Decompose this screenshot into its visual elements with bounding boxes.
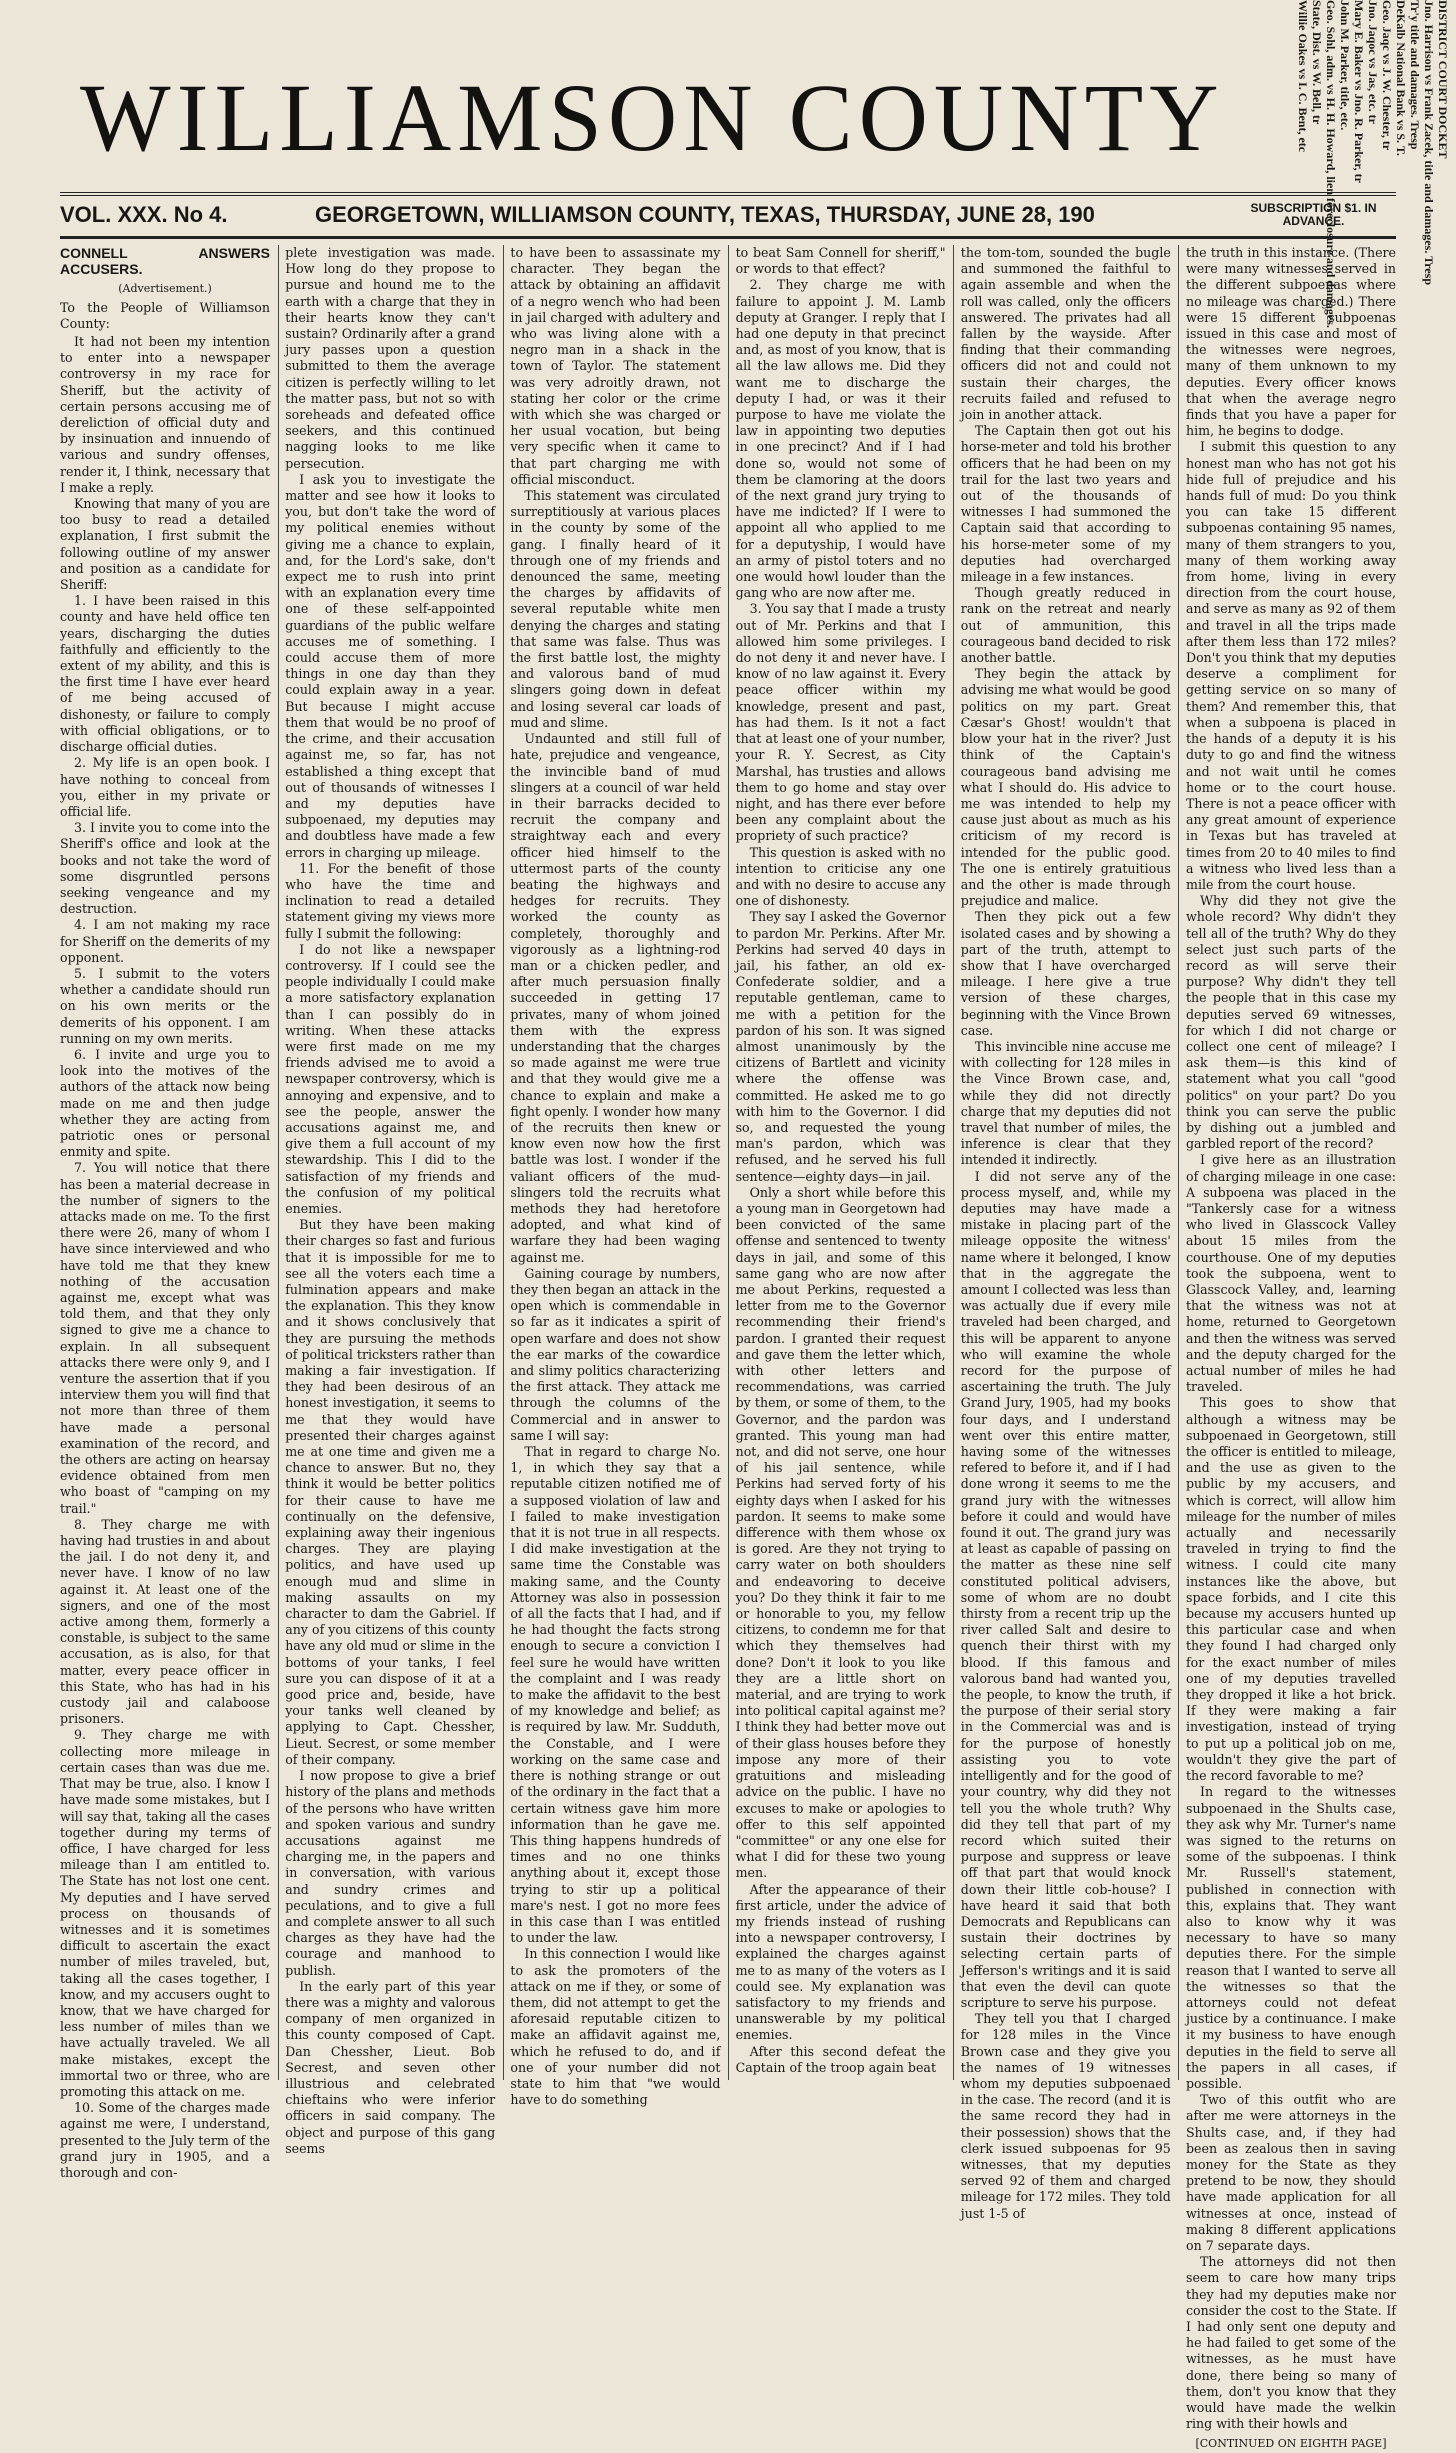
paragraph: the truth in this instance. (There were many witnesses served in the different subpoenas where no mileage was charged.) There were 15 different subpoenas issued in this case and most of the witnesses were negroes, many of them unknown to my deputies. Every officer knows that when the average negro finds that you have a paper for him, he begins to dodge. — [1186, 245, 1396, 439]
paragraph: After the appearance of their first article, under the advice of my friends instead of rushing into a newspaper controversy, I explained the charges against me to as many of the voters as I could see. My explanation was satisfactory to my friends and unanswerable by my political enemies. — [735, 1881, 946, 2043]
docket-line: State, Dist. vs W. Bell, tr — [1310, 0, 1324, 125]
masthead-rule-bottom — [60, 236, 1396, 239]
paragraph: 6. I invite and urge you to look into the motives of the authors of the attack now being made on me and then judge whether they are acting from patriotic ones or personal enmity and spite. — [60, 1046, 270, 1160]
column-1 — [60, 245, 270, 2180]
advertisement-note: (Advertisement.) — [118, 282, 212, 296]
paragraph: The Captain then got out his horse-meter and told his brother officers that he had been on my trail for the last two years and out of the thousands of witnesses I had summoned the Captain said that according to his horse-meter some of my deputies had overcharged mileage in a few instances. — [960, 423, 1171, 585]
volume-number: VOL. XXX. No 4. — [60, 202, 228, 227]
docket-line: Tr'y title and damages. Tresp — [1408, 0, 1422, 150]
docket-line: John M. Parker, title, etc. — [1338, 0, 1352, 131]
subscription-price: SUBSCRIPTION $1. IN ADVANCE. — [1250, 201, 1377, 228]
docket-line: Mary E. Baker vs Jno. R. Parker, tr — [1352, 0, 1366, 183]
paragraph: 8. They charge me with having had trusties in and about the jail. I do not deny it, and never have. I know of no law against it. At least one of the signers, and one of the most active among them, formerly a constable, is subject to the same accusation, as is also, for that matter, every peace officer in this State, who has had in his custody jail and calaboose prisoners. — [60, 1516, 270, 1727]
paragraph: This question is asked with no intention to criticise any one and with no desire to accuse any one of dishonesty. — [735, 844, 946, 909]
paragraph: 2. They charge me with failure to appoint J. M. Lamb deputy at Granger. I reply that I had one deputy in that precinct and, as most of you know, that is all the law allows me. Did they want me to discharge the deputy I had, or was it their purpose to have me violate the law in appointing two deputies in one precinct? And if I had done so, would not some of them be clamoring at the doors of the next grand jury trying to have me indicted? If I were to appoint all who applied to me for a deputyship, I would have an army of pistol toters and no one would howl louder than the gang who are now after me. — [735, 277, 946, 601]
paragraph: They tell you that I charged for 128 miles in the Vince Brown case and they give you the names of 19 witnesses whom my deputies subpoenaed in the case. The record (and it is the same record they had in their possession) shows that the clerk issued subpoenas for 95 witnesses, that my deputies served 92 of them and charged mileage for 172 miles. They told just 1-5 of — [960, 2011, 1171, 2221]
paragraph: The attorneys did not then seem to care how many trips they had my deputies make nor consider the cost to the State. If I had only sent one deputy and he had failed to get some of the witnesses, as he must have done, there being so many of them, don't you know that they would have made the welkin ring with their howls and — [1186, 2254, 1396, 2432]
paragraph: Two of this outfit who are after me were attorneys in the Shults case, and, if they had been as zealous then in saving money for the State as they pretend to be now, they should have made application for all witnesses at once, instead of making 8 different applications on 7 separate days. — [1186, 2092, 1396, 2253]
paragraph: 3. You say that I made a trusty out of Mr. Perkins and that I allowed him some privileges. I do not deny it and never have. I know of no law against it. Every peace officer within my knowledge, present and past, has had them. Is it not a fact that at least one of your number, your R. Y. Secrest, as City Marshal, has trusties and allows them to go home and stay over night, and has there ever before been any complaint about the propriety of such practice? — [735, 601, 946, 844]
paragraph: Undaunted and still full of hate, prejudice and vengeance, the invincible band of mud slingers at a council of war held in their barracks decided to recruit the company and straightway each and every officer hied himself to the uttermost parts of the county beating the highways and hedges for recruits. They worked the county as completely, thoroughly and vigorously as a lightning-rod man or a chicken pedler, and after much persuasion finally succeeded in getting 17 privates, many of whom joined them with the express understanding that the charges so made against me were true and that they would give me a chance to explain and make a fight openly. I wonder how many of the recruits then knew or know even now how the first battle was lost. I wonder if the valiant officers of the mud-slingers told the recruits what methods they had heretofore adopted, and what kind of warfare they had been waging against me. — [510, 731, 721, 1265]
paragraph: plete investigation was made. How long do they propose to pursue and hound me to the earth with a charge that they in their hearts know they can't sustain? Ordinarily after a grand jury passes upon a question submitted to them the average citizen is perfectly willing to let the matter pass, but not so with soreheads and defeated office seekers, and this continued nagging looks to me like persecution. — [285, 245, 496, 471]
paragraph: I now propose to give a brief history of the plans and methods of the persons who have written and spoken various and sundry accusations against me charging me, in the papers and in conversation, with various and sundry crimes and peculations, and to give a full and complete answer to all such charges as they have had the courage and manhood to publish. — [285, 1768, 496, 1978]
paragraph: I ask you to investigate the matter and see how it looks to you, but don't take the word of my political enemies without giving me a chance to explain, and, for the Lord's sake, don't expect me to rush into print with an explanation every time one of these self-appointed guardians of the public welfare accuses me of something. I could accuse them of more things in one day than they could explain away in a year. But because I might accuse them that would be no proof of the crime, and their accusation against me, so far, has not established a thing except that out of thousands of witnesses I and my deputies have subpoenaed, my deputies may and doubtless have made a few errors in charging up mileage. — [285, 471, 496, 860]
paragraph: This invincible nine accuse me with collecting for 128 miles in the Vince Brown case, and, while they did not directly charge that my deputies did not travel that number of miles, the inference is clear that they intended it indirectly. — [960, 1038, 1171, 1168]
paragraph: 1. I have been raised in this county and have held office ten years, discharging the duties faithfully and efficiently to the extent of my ability, and this is the first time I have ever heard of me being accused of dishonesty, or failure to comply with official obligations, or to discharge official duties. — [60, 593, 270, 755]
paragraph: Only a short while before this a young man in Georgetown had been convicted of the same offense and sentenced to twenty days in jail, and some of this same gang who are now after me about Perkins, requested a letter from me to the Governor recommending their friend's pardon. I granted their request and gave them the letter which, with other letters and recommendations, was carried by them, or some of them, to the Governor, and the pardon was granted. This young man had not, and did not serve, one hour of his jail sentence, while Perkins had served forty of his eighty days when I asked for his pardon. It seems to make some difference with them whose ox is gored. Are they not trying to carry water on both shoulders and endeavoring to deceive you? Do they think it fair to me or honorable to you, my fellow citizens, to condemn me for that which they themselves had done? Don't it look to you like they are a little short on material, and are trying to work into political capital against me? I think they had better move out of their glass houses before they impose any more of their gratuitions and misleading advice on the public. I have no excuses to make or apologies to offer to this self appointed "committee" or any one else for what I did for these two young men. — [735, 1184, 946, 1881]
paragraph: I do not like a newspaper controversy. If I could see the people individually I could make a more satisfactory explanation than I can possibly do in writing. When these attacks were first made on me my friends advised me to avoid a newspaper controversy, which is annoying and expensive, and to see the people, answer the accusations against me, and give them a full account of my stewardship. This I did to the satisfaction of my friends and the confusion of my political enemies. — [285, 941, 496, 1216]
paragraph: to have been to assassinate my character. They began the attack by obtaining an affidavit of a negro wench who had been in jail charged with adultery and who was living alone with a negro man in a shack in the town of Taylor. The statement was very adroitly drawn, not stating her color or the crime with which she was charged or her usual vocation, but being very specific when it came to that part charging me with official misconduct. — [510, 245, 721, 487]
paragraph: I submit this question to any honest man who has not got his hide full of prejudice and his hands full of mud: Do you think you can take 15 different subpoenas containing 95 names, many of them strangers to you, many of them working away from home, living in every direction from the court house, and serve as many as 92 of them and travel in all the trips made after them less than 172 miles? Don't you think that my deputies deserve a compliment for getting service on so many of them? And remember this, that when a subpoena is placed in the hands of a deputy it is his duty to go and find the witness and not wait until he comes home or to the court house. There is not a peace officer with any great amount of experience in Texas but has traveled at times from 20 to 40 miles to find a witness who lived less than a mile from the court house. — [1186, 439, 1396, 892]
column-4 — [736, 245, 946, 2080]
masthead-rule-top — [60, 192, 1396, 196]
docket-line: DISTRICT COURT DOCKET — [1436, 0, 1450, 159]
paragraph: They begin the attack by advising me what would be good politics on my part. Great Cæsar's Ghost! wouldn't that blow your hat in the river? Just think of the Captain's courageous band advising me what I should do. His advice to me was intended to help my cause just about as much as his criticism of my record is intended for the public good. The one is entirely gratuitious and the other is made through prejudice and malice. — [960, 666, 1171, 909]
dateline — [60, 200, 1396, 232]
column-rule — [278, 245, 279, 2080]
article-columns — [60, 245, 1396, 2451]
paragraph: 7. You will notice that there has been a material decrease in the number of signers to the attacks made on me. To the first there were 26, many of whom I have since interviewed and who have told me that they knew nothing of the accusation against me, except what was told them, and that they only signed to give me a chance to explain. In all subsequent attacks there were only 9, and I venture the assertion that if you interview them you will find that not more than three of them have made a personal examination of the record, and the others are acting on hearsay evidence obtained from men who boast of "camping on my trail." — [60, 1160, 270, 1516]
column-6 — [1186, 245, 1396, 2451]
column-rule — [953, 245, 954, 2080]
continued-note: [CONTINUED ON EIGHTH PAGE] — [1195, 2437, 1387, 2451]
paragraph: 9. They charge me with collecting more mileage in certain cases than was due me. That may be true, also. I know I have made some mistakes, but I will say that, taking all the cases together during my terms of office, I have charged for less mileage than I am entitled to. The State has not lost one cent. My deputies and I have served process on thousands of witnesses and it is sometimes difficult to ascertain the exact number of miles traveled, but, taking all the cases together, I know, and my accusers ought to know, that we have charged for less number of miles than we have actually traveled. We all make mistakes, except the immortal two or three, who are promoting this attack on me. — [60, 1727, 270, 2099]
newspaper-title: WILLIAMSON COUNTY — [80, 64, 1225, 171]
paragraph: After this second defeat the Captain of the troop again beat — [735, 2043, 946, 2075]
docket-line: DeKalb National Bank vs S. T. — [1394, 0, 1408, 156]
paragraph: 3. I invite you to come into the Sheriff's office and look at the books and not take the word of some disgruntled persons seeking vengeance and my destruction. — [60, 820, 270, 917]
paragraph: It had not been my intention to enter into a newspaper controversy in my race for Sheriff, but the activity of certain persons accusing me of dereliction of official duty and by insinuation and innuendo of various and sundry offenses, render it, I think, necessary that I make a reply. — [60, 334, 270, 495]
place-and-date: GEORGETOWN, WILLIAMSON COUNTY, TEXAS, THURSDAY, JUNE 28, 190 — [315, 202, 1095, 227]
paragraph: This statement was circulated surreptitiously at various places in the county by some of the gang. I finally heard of it through one of my friends and denounced the same, meeting the charges by affidavits of several reputable white men denying the charges and stating that same was false. Thus was the first battle lost, the mighty and valorous band of mud slingers going down in defeat and losing several car loads of mud and slime. — [510, 488, 721, 730]
column-rule — [1178, 245, 1179, 2080]
paragraph: Why did they not give the whole record? Why didn't they tell all of the truth? Why do they select just such parts of the record as will serve their purpose? Why didn't they tell the people that in this case my deputies served 69 witnesses, for which I did not charge or collect one cent of mileage? I ask them—is this kind of statement what you call "good politics" on your part? Do you think you can serve the public by dishing out a jumbled and garbled report of the record? — [1186, 893, 1396, 1152]
paragraph: Gaining courage by numbers, they then began an attack in the open which is commendable in so far as it indicates a spirit of open warfare and does not show the ear marks of the cowardice and slimy politics characterizing the first attack. They attack me through the columns of the Commercial and in answer to same I will say: — [510, 1265, 721, 1443]
paragraph: 2. My life is an open book. I have nothing to conceal from you, either in my private or official life. — [60, 755, 270, 819]
paragraph: the tom-tom, sounded the bugle and summoned the faithful to again assemble and when the roll was called, only the officers answered. The privates had all fallen by the wayside. After finding that their commanding officers did not and could not sustain their charges, the recruits failed and refused to join in another attack. — [960, 245, 1171, 423]
paragraph: 10. Some of the charges made against me were, I understand, presented to the July term of the grand jury in 1905, and a thorough and con- — [60, 2100, 270, 2180]
paragraph: 5. I submit to the voters whether a candidate should run on his own merits or the demerits of his opponent. I am running on my own merits. — [60, 965, 270, 1046]
paragraph: In this connection I would like to ask the promoters of the attack on me if they, or some of them, did not attempt to get the aforesaid reputable citizen to make an affidavit against me, which he refused to do, and if one of your number did not state to him that "we would have to do something — [510, 1946, 721, 2108]
docket-line: Geo. Jaqc vs J. W. Chester, tr — [1380, 0, 1394, 151]
column-5 — [960, 245, 1171, 2221]
docket-line: Willie Oakes vs I. C. Bent, etc — [1296, 0, 1310, 153]
column-rule — [728, 245, 729, 2080]
column-rule — [503, 245, 504, 2080]
paragraph: 11. For the benefit of those who have the time and inclination to read a detailed statement giving my views more fully I submit the following: — [285, 860, 496, 941]
salutation: To the People of Williamson County: — [60, 299, 270, 331]
paragraph: 4. I am not making my race for Sheriff on the demerits of my opponent. — [60, 917, 270, 965]
column-3 — [510, 245, 721, 2108]
paragraph: This goes to show that although a witness may be subpoenaed in Georgetown, still the officer is entitled to mileage, and the use as given to the public by my accusers, and which is correct, will allow him mileage for the number of miles actually and necessarily traveled in trying to find the witness. I could cite many instances like the above, but space forbids, and I cite this because my accusers hunted up this particular case and when they found I had charged only for the exact number of miles one of my deputies travelled they dropped it like a hot brick. If they were making a fair investigation, instead of trying to put up a political job on me, wouldn't they give the part of the record favorable to me? — [1186, 1395, 1396, 1784]
paragraph: In regard to the witnesses subpoenaed in the Shults case, they ask why Mr. Turner's name was signed to the returns on some of the subpoenas. I think Mr. Russell's statement, published in connection with this, explains that. They want also to know why it was necessary to have so many deputies there. For the simple reason that I wanted to serve all the witnesses so that the attorneys could not defeat justice by a continuance. I make it my business to have enough deputies in the field to serve all the papers in all cases, if possible. — [1186, 1784, 1396, 2091]
paragraph: I give here as an illustration of charging mileage in one case: A subpoena was placed in the "Tankersly case for a witness who lived in Glasscock Valley about 15 miles from the courthouse. One of my deputies took the subpoena, went to Glasscock Valley, and, learning that the witness was not at home, returned to Georgetown and then the witness was served and the deputy charged for the actual number of miles he had traveled. — [1186, 1152, 1396, 1395]
article-headline: CONNELL ANSWERS ACCUSERS. — [60, 245, 270, 278]
paragraph: That in regard to charge No. 1, in which they say that a reputable citizen notified me of a supposed violation of law and I failed to make investigation that it is not true in all respects. I did make investigation at the same time the Constable was making same, and the County Attorney was also in possession of all the facts that I had, and if he had thought the facts strong enough to secure a conviction I feel sure he would have written the complaint and I was ready to make the affidavit to the best of my knowledge and belief; as is required by law. Mr. Sudduth, the Constable, and I were working on the same case and there is nothing strange or out of the ordinary in the fact that a certain witness gave him more information than he gave me. This thing happens hundreds of times and no one thinks anything about it, except those trying to stir up a political mare's nest. I got no more fees in this case than I was entitled to under the law. — [510, 1444, 721, 1946]
paragraph: Then they pick out a few isolated cases and by showing a part of the truth, attempt to show that I have overcharged mileage. I here give a true version of these charges, beginning with the Vince Brown case. — [960, 909, 1171, 1038]
paragraph: In the early part of this year there was a mighty and valorous company of men organized in this county composed of Capt. Dan Chessher, Lieut. Bob Secrest, and seven other illustrious and celebrated chieftains who were inferior officers in said company. The object and purpose of this gang seems — [285, 1978, 496, 2156]
paragraph: They say I asked the Governor to pardon Mr. Perkins. After Mr. Perkins had served 40 days in jail, his father, an old ex-Confederate soldier, and a reputable gentleman, came to me with a petition for the pardon of his son. It was signed almost unanimously by the citizens of Bartlett and vicinity where the offense was committed. He asked me to go with him to the Governor. I did so, and requested the young man's pardon, which was refused, and he served his full sentence—eighty days—in jail. — [735, 909, 946, 1184]
paragraph: But they have been making their charges so fast and furious that it is impossible for me to see all the voters each time a fulmination appears and make the explanation. This they know and it shows conclusively that they are pursuing the methods of political tricksters rather than making a fair investigation. If they had been desirous of an honest investigation, it seems to me that they would have presented their charges against me at one time and given me a chance to answer. But no, they think it would be better politics for their cause to have me continually on the defensive, explaining away their ingenious charges. They are playing politics, and have used up enough mud and slime in making assaults on my character to dam the Gabriel. If any of you citizens of this county have any old mud or slime in the bottoms of your tanks, I feel sure you can dispose of it at a good price and, beside, have your tanks well cleaned by applying to Capt. Chessher, Lieut. Secrest, or some member of their company. — [285, 1217, 496, 1767]
paragraph: to beat Sam Connell for sheriff," or words to that effect? — [735, 245, 946, 277]
paragraph: Knowing that many of you are too busy to read a detailed explanation, I first submit the following outline of my answer and position as a candidate for Sheriff: — [60, 496, 270, 593]
docket-line: Jno. Harrison vs Frank Zacek, title and damages. Tresp — [1422, 0, 1436, 286]
paragraph: Though greatly reduced in rank on the retreat and nearly out of ammunition, this courageous band decided to risk another battle. — [960, 585, 1171, 666]
paragraph: I did not serve any of the process myself, and, while my deputies may have made a mistake in placing part of the mileage opposite the witness' name where it belonged, I know that in the aggregate the amount I collected was less than was actually due if every mile traveled had been charged, and this will be apparent to anyone who will examine the whole record for the purpose of ascertaining the truth. The July Grand Jury, 1905, had my books four days, and I understand went over this entire matter, having some of the witnesses refered to before it, and if I had done wrong it seems to me the grand jury with the witnesses before it could and would have found it out. The grand jury was at least as capable of passing on the matter as these nine self constituted political advisers, some of whom are no doubt thirsty from a recent trip up the river called Salt and desire to quench their thirst with my blood. If this famous and valorous band had wanted you, the people, to know the truth, if the purpose of their serial story in the Commercial was and is for the purpose of honestly assisting you to vote intelligently and for the good of your country, why did they not tell you the whole truth? Why did they tell that part of my record which suited their purpose and suppress or leave off that part that would knock down their little cob-house? I have heard it said that both Democrats and Republicans can sustain their doctrines by selecting certain parts of Jefferson's writings and it is said that even the devil can quote scripture to serve his purpose. — [960, 1168, 1171, 2010]
column-2 — [285, 245, 496, 2156]
docket-line: Jno. Jaqoc vs Jas, etc. tr — [1366, 0, 1380, 124]
docket-line: Geo. Sohl, adm. vs H. H. Howard, lien foreclosure and damages. — [1324, 0, 1338, 328]
